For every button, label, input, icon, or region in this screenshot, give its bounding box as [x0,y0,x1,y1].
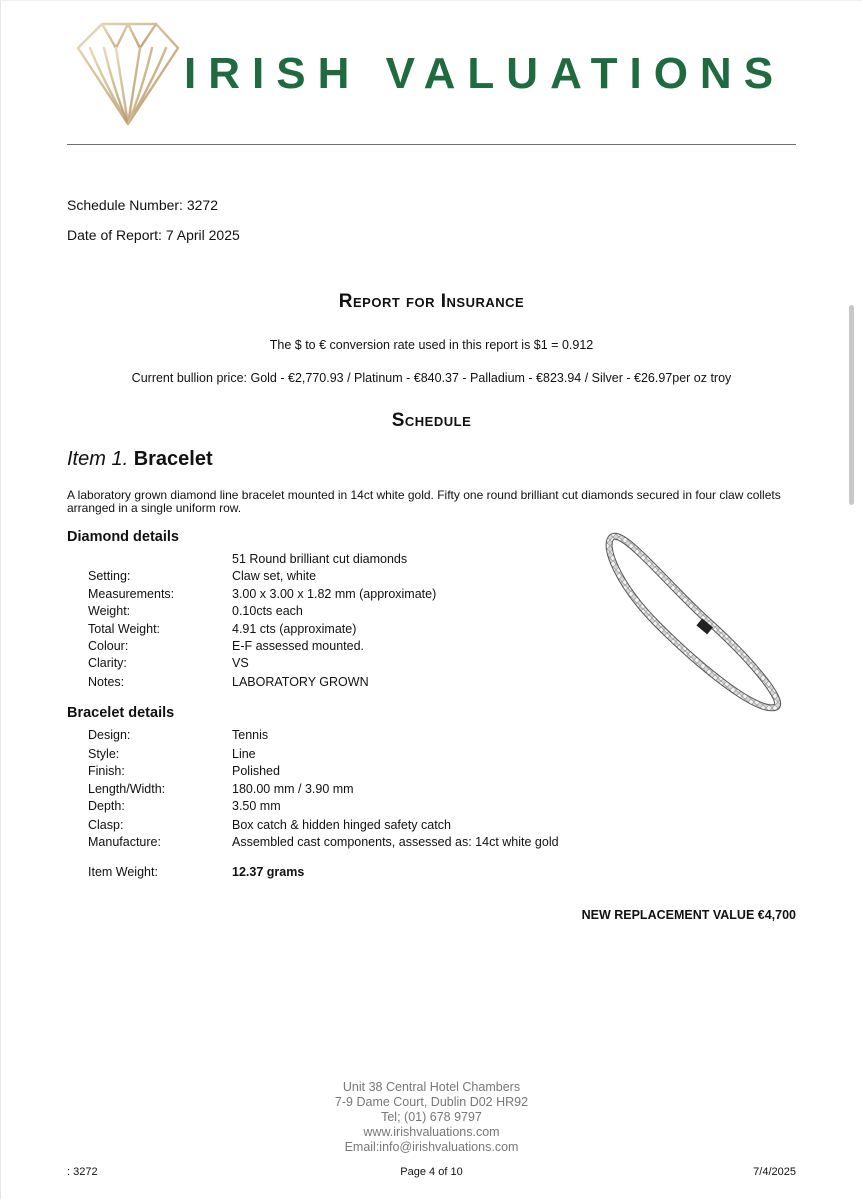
footer-date: 7/4/2025 [753,1166,796,1178]
schedule-number: Schedule Number: 3272 [67,197,218,213]
header-divider [67,144,796,145]
detail-label: Depth: [88,799,125,813]
detail-label: Weight: [88,604,131,618]
diamond-summary: 51 Round brilliant cut diamonds [232,552,408,566]
item-number: Item 1. [67,448,129,470]
detail-value: Line [232,747,256,761]
report-date: Date of Report: 7 April 2025 [67,227,240,243]
email-link[interactable]: Email:info@irishvaluations.com [344,1140,519,1154]
bracelet-image [598,525,788,720]
item-weight-value: 12.37 grams [232,865,305,879]
bracelet-details-heading: Bracelet details [67,705,175,721]
detail-label: Colour: [88,639,129,653]
conversion-rate: The $ to € conversion rate used in this report is $1 = 0.912 [269,338,594,352]
website-link[interactable]: www.irishvaluations.com [363,1125,500,1139]
item-name: Bracelet [133,448,213,470]
footer-address [0,1080,863,1155]
detail-label: Total Weight: [88,622,161,636]
detail-value: 3.50 mm [232,799,281,813]
detail-value: LABORATORY GROWN [232,675,369,689]
detail-label: Design: [88,728,131,742]
detail-label: Finish: [88,764,125,778]
replacement-value: NEW REPLACEMENT VALUE €4,700 [581,908,796,922]
detail-value: VS [232,656,249,670]
address-line: 7-9 Dame Court, Dublin D02 HR92 [334,1095,529,1109]
footer-schedule-ref: : 3272 [67,1166,98,1178]
detail-label: Length/Width: [88,782,166,796]
detail-value: Tennis [232,728,269,742]
detail-label: Style: [88,747,120,761]
brand-name: IRISH VALUATIONS [184,49,786,98]
detail-value: 180.00 mm / 3.90 mm [232,782,354,796]
detail-label: Clasp: [88,818,124,832]
detail-value: E-F assessed mounted. [232,639,365,653]
detail-value: Box catch & hidden hinged safety catch [232,818,451,832]
diamond-details-heading: Diamond details [67,529,179,545]
diamond-icon [74,20,182,128]
schedule-title: Schedule [391,410,472,431]
detail-value: 3.00 x 3.00 x 1.82 mm (approximate) [232,587,437,601]
scrollbar[interactable] [849,305,854,505]
detail-label: Clarity: [88,656,127,670]
item-heading [67,448,213,471]
item-description: A laboratory grown diamond line bracelet mounted in 14ct white gold. Fifty one round brilliant cut diamonds secured in four claw collets arranged in a single uniform row. [67,488,781,515]
detail-label: Manufacture: [88,835,161,849]
detail-label: Setting: [88,569,131,583]
detail-value: 4.91 cts (approximate) [232,622,357,636]
detail-value: Assembled cast components, assessed as: 14ct white gold [232,835,559,849]
item-weight-label: Item Weight: [88,865,158,879]
bullion-price: Current bullion price: Gold - €2,770.93 / Platinum - €840.37 - Palladium - €823.94 / Silver - €26.97per oz troy [131,371,732,385]
phone-line: Tel; (01) 678 9797 [381,1110,482,1124]
address-line: Unit 38 Central Hotel Chambers [342,1080,521,1094]
page-number: Page 4 of 10 [400,1166,463,1178]
detail-value: Polished [232,764,280,778]
detail-label: Notes: [88,675,125,689]
detail-value: 0.10cts each [232,604,303,618]
detail-label: Measurements: [88,587,175,601]
detail-value: Claw set, white [232,569,317,583]
report-title: Report for Insurance [338,291,525,312]
